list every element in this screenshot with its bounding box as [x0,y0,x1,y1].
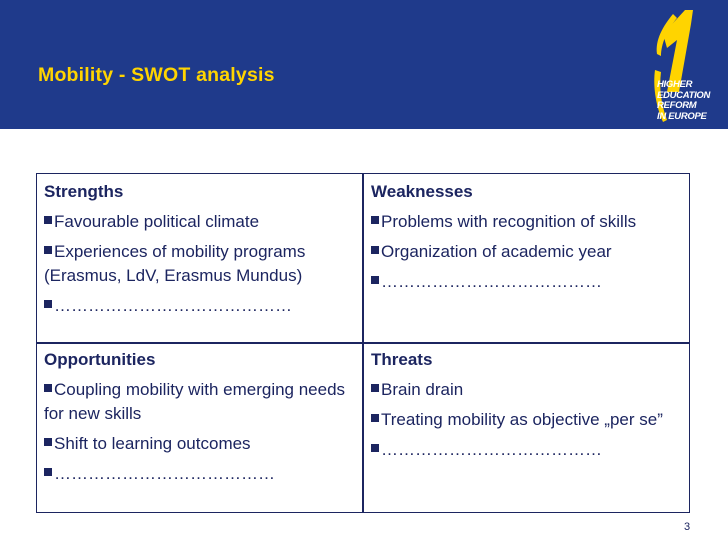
square-bullet-icon [44,216,52,224]
square-bullet-icon [44,246,52,254]
logo-line: REFORM [657,100,697,111]
bullet-item: Brain drain [371,378,681,402]
square-bullet-icon [371,444,379,452]
bullet-item: Problems with recognition of skills [371,210,681,234]
square-bullet-icon [371,216,379,224]
higher-education-reform-logo [633,4,711,128]
opportunities-cell [44,348,358,486]
slide-title: Mobility - SWOT analysis [38,64,275,86]
logo-line: HIGHER [657,79,693,90]
slide-header [0,0,728,129]
bullet-item: Experiences of mobility programs (Erasmus, LdV, Erasmus Mundus) [44,242,306,285]
logo-line: IN EUROPE [657,110,707,122]
bullet-item: ………………………………… [371,438,681,462]
square-bullet-icon [44,468,52,476]
square-bullet-icon [371,276,379,284]
square-bullet-icon [44,438,52,446]
weaknesses-cell [371,180,681,294]
strengths-heading: Strengths [44,182,124,201]
swot-table [36,173,690,513]
divider-horizontal [37,342,689,344]
square-bullet-icon [44,384,52,392]
logo-text [657,80,710,122]
bullet-item: ………………………………… [44,462,358,486]
bullet-item: …………………………………… [44,294,358,318]
bullet-item: Favourable political climate [44,210,358,234]
square-bullet-icon [371,246,379,254]
square-bullet-icon [371,414,379,422]
bullet-item: Shift to learning outcomes [44,432,358,456]
bullet-item: ………………………………… [371,270,681,294]
bullet-item: Coupling mobility with emerging needs for new skills [44,380,346,423]
bullet-item: Treating mobility as objective „per se” [371,408,681,432]
square-bullet-icon [371,384,379,392]
threats-cell [371,348,681,462]
page-number: 3 [684,521,691,533]
opportunities-heading: Opportunities [44,350,156,369]
square-bullet-icon [44,300,52,308]
bullet-item: Organization of academic year [371,240,681,264]
logo-line: EDUCATION [657,89,711,101]
strengths-cell [44,180,358,318]
threats-heading: Threats [371,350,433,369]
weaknesses-heading: Weaknesses [371,182,473,201]
